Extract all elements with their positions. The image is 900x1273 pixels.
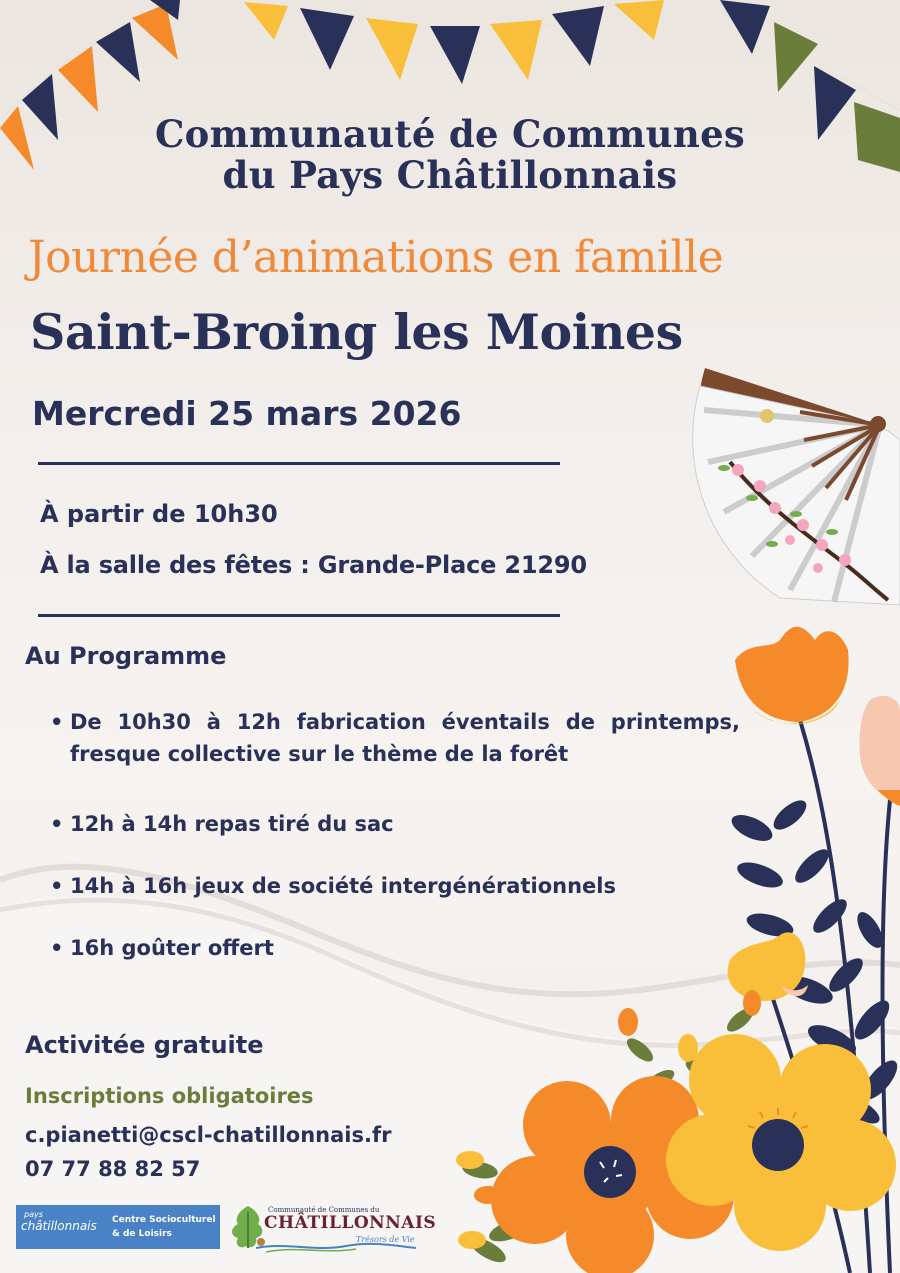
bunting-flag [300, 8, 354, 70]
program-title: Au Programme [25, 642, 227, 670]
divider-top [38, 462, 560, 465]
event-title: Journée d’animations en famille [28, 232, 724, 283]
event-place: Saint-Broing les Moines [30, 303, 683, 361]
program-item: • 12h à 14h repas tiré du sac [50, 808, 740, 840]
bunting-flag [720, 0, 770, 54]
event-venue: À la salle des fêtes : Grande-Place 21290 [40, 551, 587, 579]
bunting-flag [244, 2, 288, 40]
event-date: Mercredi 25 mars 2026 [32, 394, 462, 433]
contact-email[interactable]: c.pianetti@cscl-chatillonnais.fr [25, 1123, 392, 1147]
organisation-name-line2: du Pays Châtillonnais [222, 153, 678, 197]
cscl-logo-line2: & de Loisirs [112, 1229, 172, 1239]
program-item: • De 10h30 à 12h fabrication éventails de printemps, fresque collective sur le thème de la forêt [50, 706, 740, 770]
bunting-flag [430, 26, 480, 84]
fan-illustration [693, 368, 900, 605]
cc-logo-tagline: Trésors de Vie [356, 1235, 415, 1244]
cscl-logo-right [102, 1205, 220, 1249]
bunting-flag [614, 0, 664, 40]
free-activity-note: Activitée gratuite [25, 1031, 264, 1059]
program-list [50, 706, 740, 964]
event-time: À partir de 10h30 [40, 500, 278, 528]
peach-tulip [859, 696, 900, 806]
cscl-logo-pays: pays [24, 1210, 43, 1219]
registration-required: Inscriptions obligatoires [25, 1084, 314, 1108]
cscl-logo [16, 1205, 220, 1249]
contact-phone[interactable]: 07 77 88 82 57 [25, 1157, 201, 1181]
bunting-flag [774, 22, 818, 92]
organisation-name-line1: Communauté de Communes [154, 112, 746, 156]
cc-logo-name: CHÂTILLONNAIS [264, 1213, 437, 1233]
cc-chatillonnais-logo [228, 1200, 437, 1256]
bunting-flag [490, 20, 542, 80]
cscl-logo-chatillonnais: châtillonnais [21, 1219, 97, 1233]
program-item: • 14h à 16h jeux de société intergénérationnels [50, 870, 740, 902]
bunting-flag [58, 46, 98, 112]
cscl-logo-line1: Centre Socioculturel [112, 1215, 216, 1225]
bunting-flag [366, 18, 418, 80]
bunting-center [240, 0, 670, 84]
program-item: • 16h goûter offert [50, 932, 740, 964]
bunting-flag [96, 22, 140, 82]
orange-tulip [735, 627, 849, 724]
bunting-flag [552, 6, 604, 66]
cscl-logo-left [16, 1205, 102, 1249]
cc-logo-small-text: Communauté de Communes du [268, 1206, 380, 1214]
divider-bottom [38, 614, 560, 617]
